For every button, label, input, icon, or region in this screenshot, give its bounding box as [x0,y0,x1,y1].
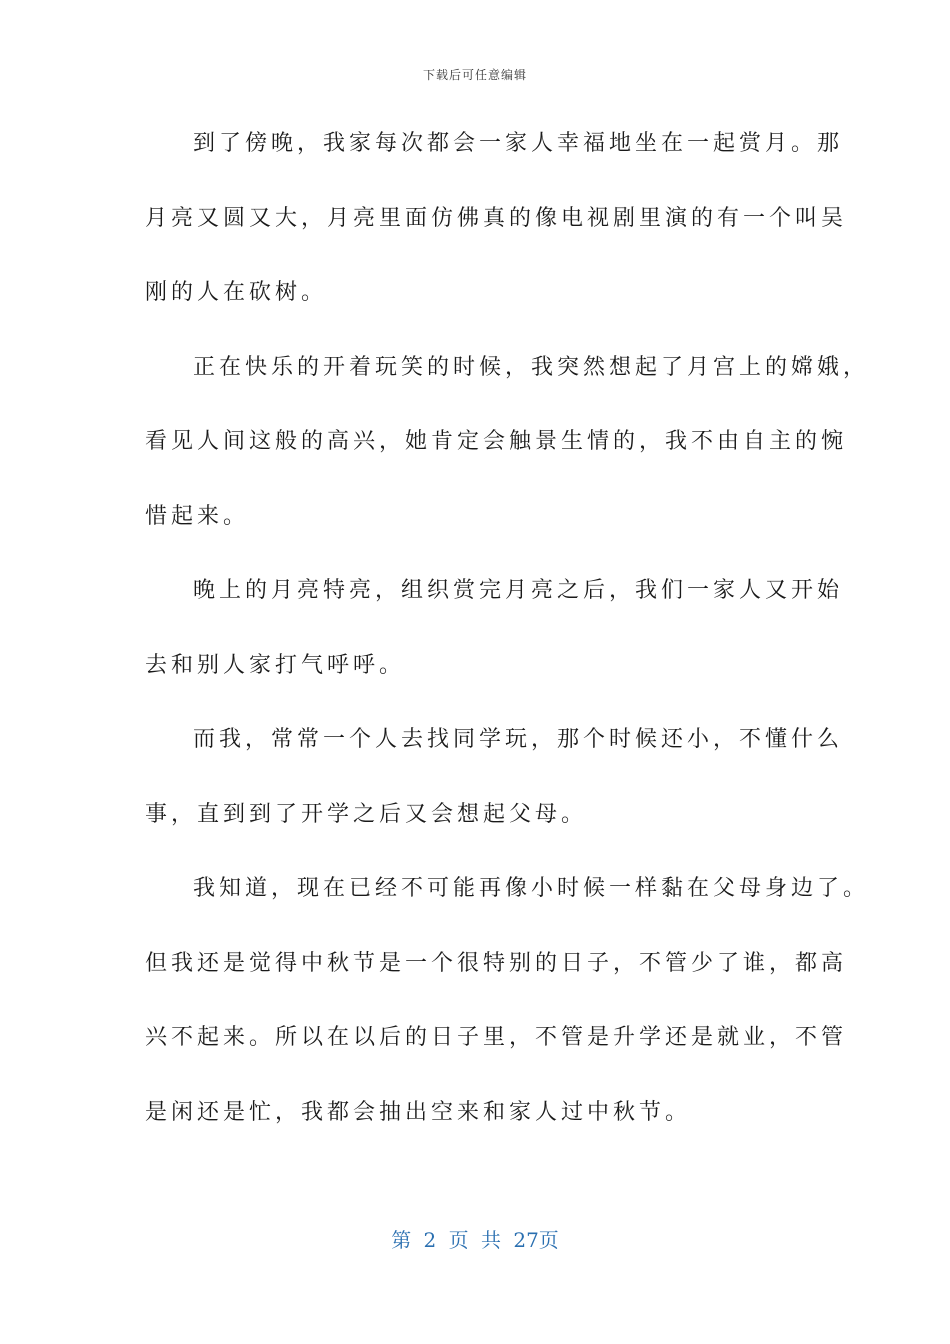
text-line: 去和别人家打气呼呼。 [145,652,406,678]
paragraph [145,716,844,865]
text-line: 我知道，现在已经不可能再像小时候一样黏在父母身边了。 [193,876,870,901]
paragraph [145,344,870,568]
text-line: 但我还是觉得中秋节是一个很特别的日子，不管少了谁，都高 [145,950,848,976]
paragraph [145,120,848,344]
paragraph [145,567,844,716]
text-line: 晚上的月亮特亮，组织赏完月亮之后，我们一家人又开始 [193,578,844,603]
text-line: 正在快乐的开着玩笑的时候，我突然想起了月宫上的嫦娥， [193,354,870,380]
page-number-footer: 第 2 页 共 27页 [391,1228,559,1252]
page-header: 下载后可任意编辑 [422,68,527,82]
text-line: 到了傍晚，我家每次都会一家人幸福地坐在一起赏月。那 [193,131,844,156]
text-line: 看见人间这般的高兴，她肯定会触景生情的，我不由自主的惋 [145,429,848,454]
text-line: 事，直到到了开学之后又会想起父母。 [145,801,588,827]
text-line: 月亮又圆又大，月亮里面仿佛真的像电视剧里演的有一个叫吴 [145,205,848,231]
text-line: 而我，常常一个人去找同学玩，那个时候还小，不懂什么 [193,727,844,752]
document-body [145,120,870,1163]
text-line: 是闲还是忙，我都会抽出空来和家人过中秋节。 [145,1099,692,1125]
text-line: 刚的人在砍树。 [145,280,328,305]
text-line: 惜起来。 [145,503,250,529]
paragraph [145,865,870,1163]
text-line: 兴不起来。所以在以后的日子里，不管是升学还是就业，不管 [145,1025,848,1050]
